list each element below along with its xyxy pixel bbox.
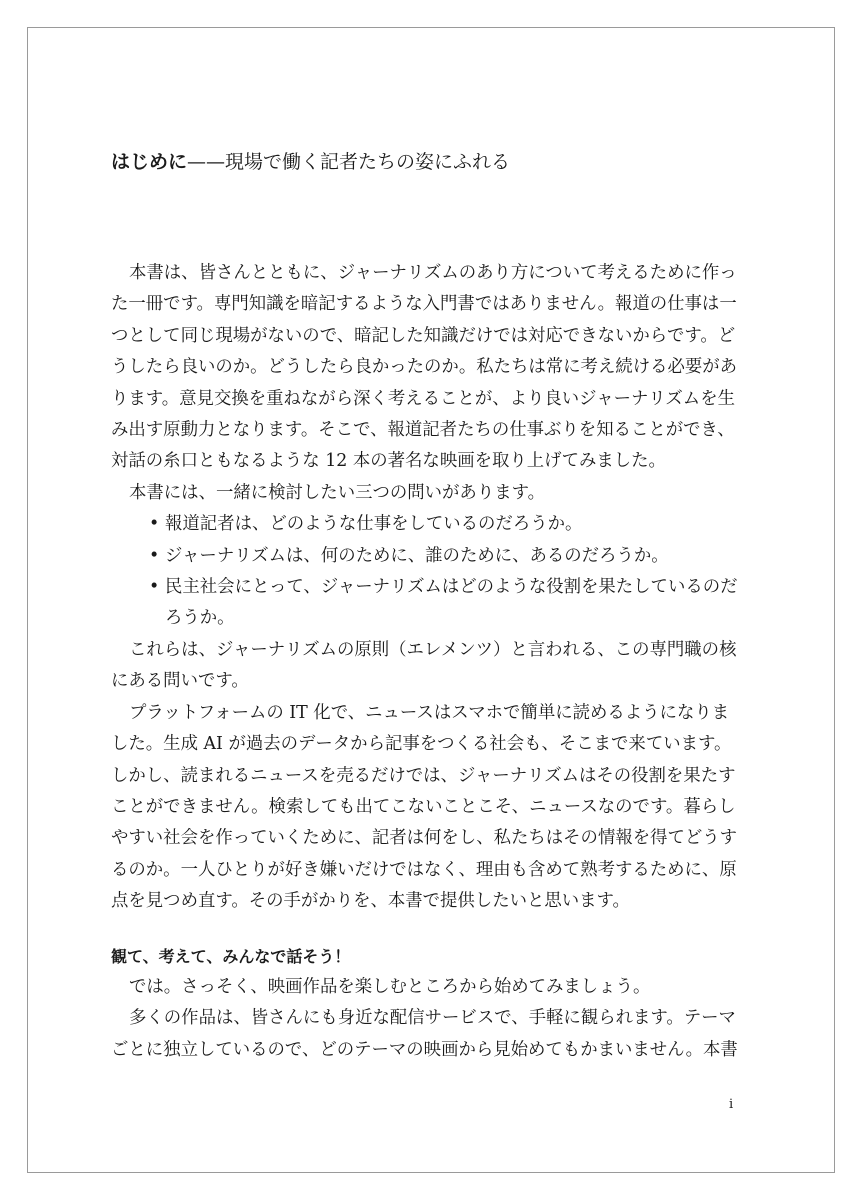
bullet-icon: • xyxy=(149,514,160,535)
text-line: ことができません。検索しても出てこないことこそ、ニュースなのです。暮らし xyxy=(111,796,736,817)
text-line: み出す原動力となります。そこで、報道記者たちの仕事ぶりを知ることができ、 xyxy=(111,420,735,441)
text-line: た一冊です。専門知識を暗記するような入門書ではありません。報道の仕事は一 xyxy=(111,294,737,315)
text-line: 報道記者は、どのような仕事をしているのだろうか。 xyxy=(165,514,583,535)
chapter-title xyxy=(111,146,510,178)
section-heading xyxy=(111,941,751,972)
bullet-icon: • xyxy=(149,545,160,566)
text-line: ります。意見交換を重ねながら深く考えることが、より良いジャーナリズムを生 xyxy=(111,388,735,409)
text-line: 本書には、一緒に検討したい三つの問いがあります。 xyxy=(129,482,545,503)
text-line: ごとに独立しているので、どのテーマの映画から見始めてもかまいません。本書 xyxy=(111,1039,738,1060)
text-line: 対話の糸口ともなるような 12 本の著名な映画を取り上げてみました。 xyxy=(111,451,666,472)
text-line: これらは、ジャーナリズムの原則（エレメンツ）と言われる、この専門職の核 xyxy=(129,639,737,660)
question-item xyxy=(111,509,751,540)
text-line: では。さっそく、映画作品を楽しむところから始めてみましょう。 xyxy=(129,976,651,997)
question-item xyxy=(111,572,751,635)
question-list xyxy=(111,509,751,635)
bullet-icon: • xyxy=(149,577,160,598)
text-line: やすい社会を作っていくために、記者は何をし、私たちはその情報を得てどうす xyxy=(111,828,738,849)
paragraph-intro xyxy=(111,258,751,478)
text-line: しかし、読まれるニュースを売るだけでは、ジャーナリズムはその役割を果たす xyxy=(111,765,736,786)
text-line: 民主社会にとって、ジャーナリズムはどのような役割を果たしているのだ xyxy=(165,577,738,598)
text-line: にある問いです。 xyxy=(111,671,249,692)
text-line: つとして同じ現場がないので、暗記した知識だけでは対応できないからです。ど xyxy=(111,325,736,346)
section-heading-text: 観て、考えて、みんなで話そう！ xyxy=(111,946,351,966)
text-line: うしたら良いのか。どうしたら良かったのか。私たちは常に考え続ける必要があ xyxy=(111,357,738,378)
text-line: 点を見つめ直す。その手がかりを、本書で提供したいと思います。 xyxy=(111,891,630,912)
text-line: ろうか。 xyxy=(165,608,235,629)
text-line: した。生成 AI が過去のデータから記事をつくる社会も、そこまで来ています。 xyxy=(111,734,732,755)
chapter-title-lead: はじめに xyxy=(111,151,188,173)
paragraph-questions-intro xyxy=(111,478,751,509)
text-line: 本書は、皆さんとともに、ジャーナリズムのあり方について考えるために作っ xyxy=(129,263,737,283)
paragraph-platform xyxy=(111,698,751,918)
text-line: ジャーナリズムは、何のために、誰のために、あるのだろうか。 xyxy=(165,545,669,566)
body-text xyxy=(111,258,751,1066)
text-line: るのか。一人ひとりが好き嫌いだけではなく、理由も含めて熟考するために、原 xyxy=(111,859,737,880)
chapter-subtitle: ——現場で働く記者たちの姿にふれる xyxy=(187,151,511,173)
text-line: プラットフォームの IT 化で、ニュースはスマホで簡単に読めるようになりま xyxy=(129,702,730,723)
text-line: 多くの作品は、皆さんにも身近な配信サービスで、手軽に観られます。テーマ xyxy=(129,1008,736,1029)
paragraph-streaming xyxy=(111,1003,751,1066)
paragraph-start xyxy=(111,972,751,1003)
question-item xyxy=(111,541,751,572)
page-number: i xyxy=(729,1097,734,1112)
paragraph-principles xyxy=(111,635,751,698)
